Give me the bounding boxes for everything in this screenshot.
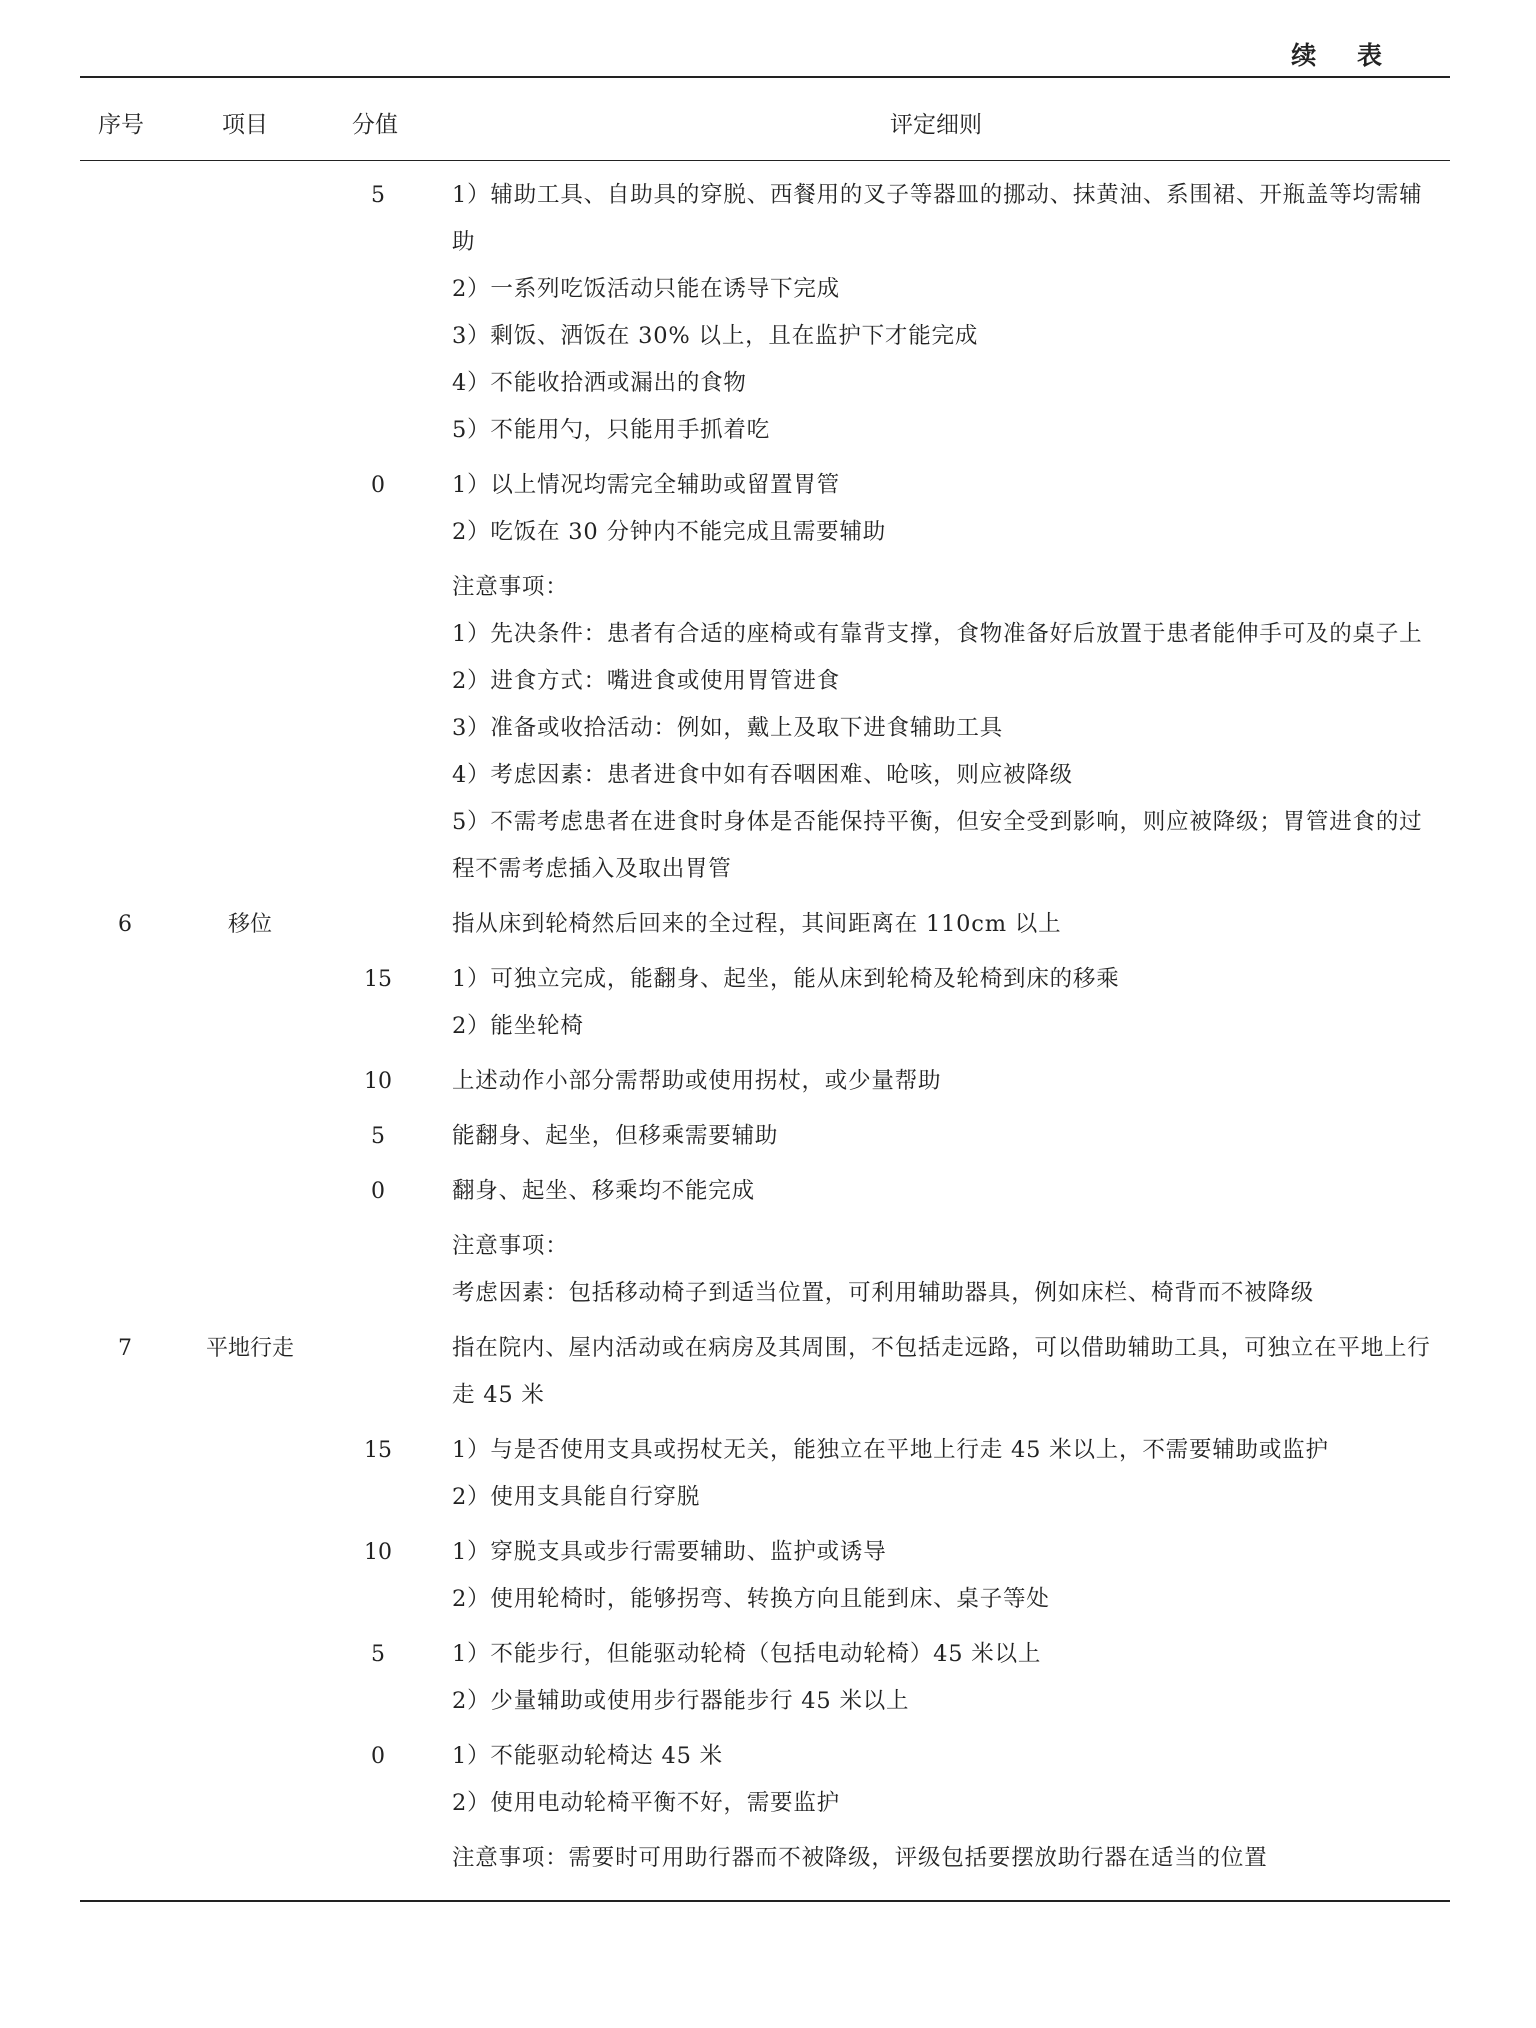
- table-body: [0, 172, 1536, 1890]
- table-row: [0, 1058, 1536, 1105]
- detail-line: 上述动作小部分需帮助或使用拐杖，或少量帮助: [452, 1068, 942, 1094]
- table-row: [0, 1427, 1536, 1521]
- detail-line: 2）使用轮椅时，能够拐弯、转换方向且能到床、桌子等处: [452, 1586, 1050, 1612]
- detail-line: 考虑因素：包括移动椅子到适当位置，可利用辅助器具，例如床栏、椅背而不被降级: [452, 1280, 1315, 1306]
- header-rule: [80, 160, 1450, 161]
- detail-line: 5）不需考虑患者在进食时身体是否能保持平衡，但安全受到影响，则应被降级；胃管进食的过程不需考虑插入及取出胃管: [452, 809, 1423, 882]
- row-score: 0: [371, 1744, 385, 1769]
- detail-line: 能翻身、起坐，但移乘需要辅助: [452, 1123, 779, 1149]
- detail-line: 2）使用电动轮椅平衡不好，需要监护: [452, 1790, 840, 1816]
- detail-line: 1）辅助工具、自助具的穿脱、西餐用的叉子等器皿的挪动、抹黄油、系围裙、开瓶盖等均需辅助: [452, 182, 1423, 255]
- row-detail: [452, 1325, 1436, 1419]
- table-row: [0, 462, 1536, 556]
- table-row: [0, 1168, 1536, 1215]
- table-row: [0, 564, 1536, 893]
- table-row: [0, 1529, 1536, 1623]
- detail-line: 1）先决条件：患者有合适的座椅或有靠背支撑，食物准备好后放置于患者能伸手可及的桌子上: [452, 621, 1423, 647]
- row-score: 0: [371, 1179, 385, 1204]
- column-header-detail: 评定细则: [890, 112, 982, 138]
- table-row: [0, 1113, 1536, 1160]
- row-item: 移位: [227, 912, 272, 937]
- detail-line: 1）穿脱支具或步行需要辅助、监护或诱导: [452, 1539, 887, 1565]
- column-header-no: 序号: [98, 112, 144, 138]
- row-number: 6: [118, 912, 132, 937]
- row-detail: [452, 1223, 1436, 1317]
- detail-line: 3）剩饭、洒饭在 30% 以上，且在监护下才能完成: [452, 323, 979, 349]
- row-detail: [452, 1058, 1436, 1105]
- row-detail: [452, 1427, 1436, 1521]
- detail-line: 2）能坐轮椅: [452, 1013, 584, 1039]
- row-score: 5: [371, 183, 385, 208]
- table-row: [0, 1223, 1536, 1317]
- detail-line: 2）少量辅助或使用步行器能步行 45 米以上: [452, 1688, 910, 1714]
- row-detail: [452, 1168, 1436, 1215]
- row-score: 0: [371, 473, 385, 498]
- detail-line: 2）使用支具能自行穿脱: [452, 1484, 701, 1510]
- row-detail: [452, 1113, 1436, 1160]
- detail-line: 注意事项：: [452, 1233, 569, 1259]
- row-detail: [452, 901, 1436, 948]
- row-detail: [452, 172, 1436, 454]
- detail-line: 1）可独立完成，能翻身、起坐，能从床到轮椅及轮椅到床的移乘: [452, 966, 1120, 992]
- table-row: [0, 956, 1536, 1050]
- table-row: [0, 172, 1536, 454]
- detail-line: 3）准备或收拾活动：例如，戴上及取下进食辅助工具: [452, 715, 1004, 741]
- detail-line: 1）不能驱动轮椅达 45 米: [452, 1743, 723, 1769]
- detail-line: 4）考虑因素：患者进食中如有吞咽困难、呛咳，则应被降级: [452, 762, 1073, 788]
- detail-line: 指在院内、屋内活动或在病房及其周围，不包括走远路，可以借助辅助工具，可独立在平地上行走 45 米: [452, 1335, 1431, 1408]
- table-row: [0, 1325, 1536, 1419]
- table-top-rule: [80, 76, 1450, 78]
- row-detail: [452, 1733, 1436, 1827]
- detail-line: 2）一系列吃饭活动只能在诱导下完成: [452, 276, 840, 302]
- detail-line: 注意事项：: [452, 574, 569, 600]
- table-bottom-rule: [80, 1900, 1450, 1902]
- column-header-score: 分值: [352, 112, 398, 138]
- detail-line: 指从床到轮椅然后回来的全过程，其间距离在 110cm 以上: [452, 911, 1062, 937]
- row-number: 7: [118, 1336, 132, 1361]
- row-score: 5: [371, 1642, 385, 1667]
- table-row: [0, 901, 1536, 948]
- row-detail: [452, 1835, 1436, 1882]
- detail-line: 翻身、起坐、移乘均不能完成: [452, 1178, 755, 1204]
- detail-line: 1）以上情况均需完全辅助或留置胃管: [452, 472, 840, 498]
- row-score: 15: [364, 967, 392, 992]
- detail-line: 2）进食方式：嘴进食或使用胃管进食: [452, 668, 840, 694]
- row-item: 平地行走: [205, 1336, 294, 1361]
- row-detail: [452, 1529, 1436, 1623]
- row-score: 10: [364, 1069, 392, 1094]
- table-row: [0, 1631, 1536, 1725]
- row-detail: [452, 564, 1436, 893]
- row-detail: [452, 462, 1436, 556]
- table-row: [0, 1835, 1536, 1882]
- detail-line: 4）不能收拾洒或漏出的食物: [452, 370, 747, 396]
- detail-line: 5）不能用勺，只能用手抓着吃: [452, 417, 771, 443]
- detail-line: 注意事项：需要时可用助行器而不被降级，评级包括要摆放助行器在适当的位置: [452, 1845, 1268, 1871]
- row-detail: [452, 956, 1436, 1050]
- detail-line: 1）与是否使用支具或拐杖无关，能独立在平地上行走 45 米以上，不需要辅助或监护: [452, 1437, 1329, 1463]
- row-score: 5: [371, 1124, 385, 1149]
- detail-line: 1）不能步行，但能驱动轮椅（包括电动轮椅）45 米以上: [452, 1641, 1042, 1667]
- table-row: [0, 1733, 1536, 1827]
- continued-table-label: 续 表: [1291, 41, 1398, 70]
- row-detail: [452, 1631, 1436, 1725]
- column-header-item: 项目: [222, 112, 268, 138]
- row-score: 15: [364, 1438, 392, 1463]
- detail-line: 2）吃饭在 30 分钟内不能完成且需要辅助: [452, 519, 887, 545]
- row-score: 10: [364, 1540, 392, 1565]
